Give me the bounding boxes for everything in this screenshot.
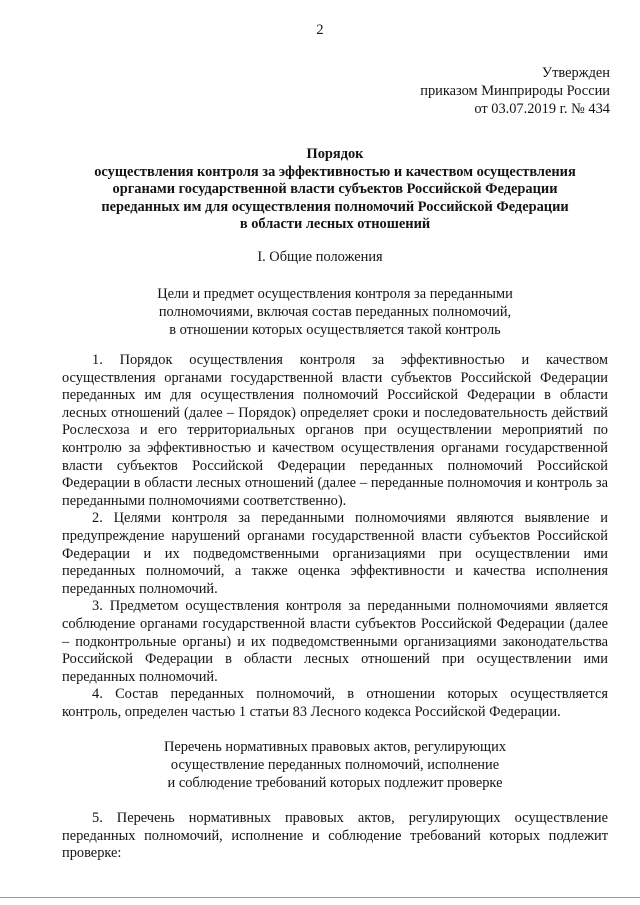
section-heading: I. Общие положения — [257, 249, 383, 265]
approval-block — [420, 64, 610, 118]
subheading-line: Цели и предмет осуществления контроля за переданными — [157, 286, 513, 302]
section-subheading — [40, 739, 630, 792]
subheading-line: полномочиями, включая состав переданных полномочий, — [158, 303, 512, 320]
document-title — [40, 146, 630, 234]
title-line: осуществления контроля за эффективностью и качеством осуществления — [94, 163, 576, 180]
subheading-line: в отношении которых осуществляется такой контроль — [169, 321, 501, 338]
subheading-line: осуществление переданных полномочий, исполнение — [170, 756, 500, 773]
paragraph: 4. Состав переданных полномочий, в отношении которых осуществляется контроль, определен частью 1 статьи 83 Лесного кодекса Российской Федерации. — [62, 686, 608, 720]
approval-line: Утвержден — [541, 65, 610, 81]
approval-line: от 03.07.2019 г. № 434 — [474, 101, 610, 117]
title-line: в области лесных отношений — [239, 216, 431, 232]
paragraph: 2. Целями контроля за переданными полномочиями являются выявление и предупреждение нарушений органами государственной власти субъектов Российской Федерации и их подведомственными организациями при осуществлении ими переданных полномочий, а также оценка эффективности и качества исполнения переданных полномочий. — [62, 510, 608, 597]
title-heading: Порядок — [306, 146, 364, 162]
section-subheading — [40, 286, 630, 339]
paragraph: 3. Предметом осуществления контроля за переданными полномочиями является соблюдение органами государственной власти субъектов Российской Федерации (далее – подконтрольные органы) и их подведомственными организациями законодательства Российской Федерации в области лесных отношений при осуществлении ими переданных полномочий. — [62, 598, 608, 685]
subheading-line: и соблюдение требований которых подлежит проверке — [167, 774, 503, 791]
title-line: переданных им для осуществления полномочий Российской Федерации — [101, 198, 569, 215]
page-bottom-rule — [0, 897, 640, 898]
paragraph: 1. Порядок осуществления контроля за эффективностью и качеством осуществления органами государственной власти субъектов Российской Федерации переданных им для осуществления полномочий Российской Федерации в области лесных отношений (далее – Порядок) определяет сроки и последовательность действий Рослесхоза и его территориальных органов при осуществлении мероприятий по контролю за эффективностью и качеством осуществления органами государственной власти субъектов Российской Федерации переданных полномочий Российской Федерации в области лесных отношений (далее – переданные полномочия и контроль за переданными полномочиями соответственно). — [62, 352, 608, 509]
paragraph: 5. Перечень нормативных правовых актов, регулирующих осуществление переданных полномочий, исполнение и соблюдение требований которых подлежит проверке: — [62, 810, 608, 862]
section-body — [62, 352, 608, 721]
page-number: 2 — [316, 22, 324, 38]
subheading-line: Перечень нормативных правовых актов, регулирующих — [163, 739, 507, 755]
title-line: органами государственной власти субъектов Российской Федерации — [112, 181, 558, 197]
approval-line: приказом Минприроды России — [420, 83, 610, 99]
